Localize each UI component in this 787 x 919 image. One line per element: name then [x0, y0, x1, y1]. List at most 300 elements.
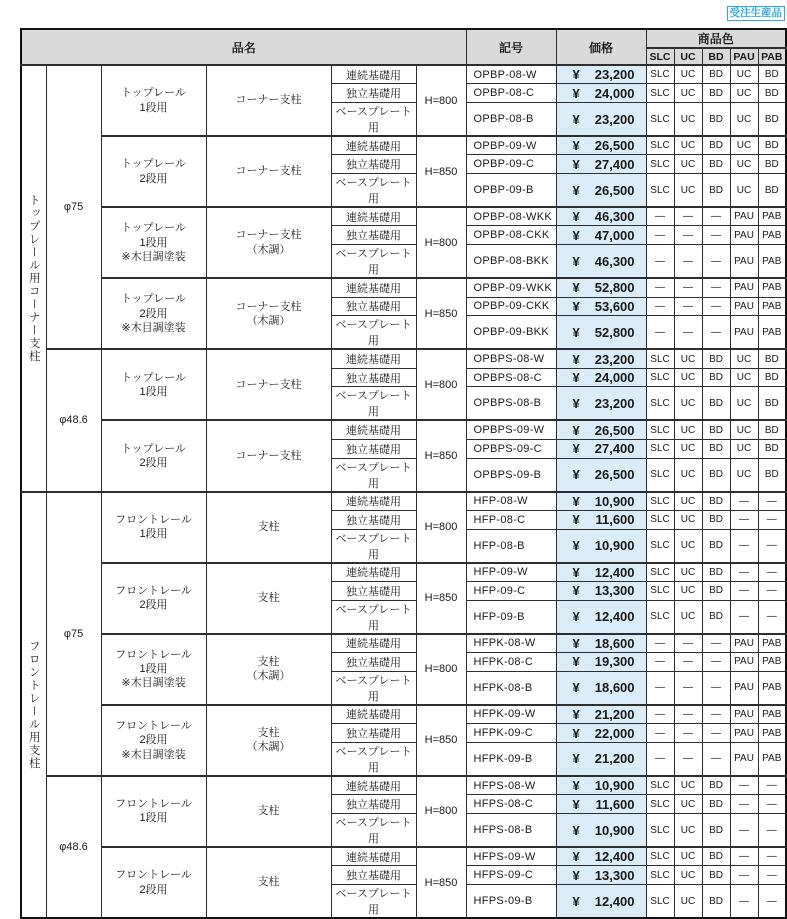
color-availability-cell: UC — [674, 776, 702, 795]
foundation-cell: 連続基礎用 — [331, 349, 416, 368]
color-availability-cell: — — [758, 795, 786, 814]
color-availability-cell: BD — [702, 174, 730, 208]
pillar-type-cell: 支柱 — [206, 492, 331, 563]
color-availability-cell: UC — [674, 814, 702, 848]
color-availability-cell: SLC — [646, 420, 674, 439]
currency-symbol: ¥ — [572, 67, 580, 83]
color-availability-cell: UC — [674, 492, 702, 511]
price-amount: 26,500 — [594, 422, 635, 438]
price-cell — [556, 724, 646, 743]
color-availability-cell: UC — [674, 581, 702, 600]
color-availability-cell: PAB — [758, 705, 786, 724]
color-availability-cell: — — [674, 705, 702, 724]
currency-symbol: ¥ — [572, 280, 580, 296]
price-cell — [556, 84, 646, 103]
color-availability-cell: PAU — [730, 297, 758, 316]
color-availability-cell: UC — [674, 368, 702, 387]
price-cell — [556, 226, 646, 245]
currency-symbol: ¥ — [572, 351, 580, 367]
foundation-cell: ベースプレート用 — [331, 671, 416, 705]
color-availability-cell: SLC — [646, 492, 674, 511]
price-cell — [556, 563, 646, 582]
color-availability-cell: UC — [674, 600, 702, 634]
currency-symbol: ¥ — [572, 583, 580, 599]
color-availability-cell: — — [702, 653, 730, 672]
color-availability-cell: BD — [702, 458, 730, 492]
color-availability-cell: BD — [758, 420, 786, 439]
code-cell: HFPK-08-C — [466, 653, 556, 672]
diameter-cell: φ48.6 — [46, 349, 101, 491]
color-availability-cell: PAU — [730, 653, 758, 672]
foundation-cell: ベースプレート用 — [331, 103, 416, 137]
price-cell — [556, 207, 646, 226]
color-availability-cell: SLC — [646, 136, 674, 155]
currency-symbol: ¥ — [572, 867, 580, 883]
code-cell: OPBP-09-C — [466, 155, 556, 174]
color-availability-cell: BD — [702, 349, 730, 368]
price-cell — [556, 458, 646, 492]
color-availability-cell: — — [730, 814, 758, 848]
pillar-type-cell: 支柱 — [206, 563, 331, 634]
code-cell: HFPS-09-W — [466, 847, 556, 866]
rail-type-cell: フロントレール 1段用 — [101, 492, 206, 563]
currency-symbol: ¥ — [572, 796, 580, 812]
price-cell — [556, 349, 646, 368]
price-cell — [556, 439, 646, 458]
code-cell: OPBP-08-W — [466, 65, 556, 84]
currency-symbol: ¥ — [572, 706, 580, 722]
rail-type-cell: トップレール 1段用 — [101, 349, 206, 420]
color-availability-cell: UC — [674, 103, 702, 137]
color-availability-cell: BD — [758, 103, 786, 137]
price-table — [20, 28, 787, 919]
code-cell: HFPS-08-W — [466, 776, 556, 795]
foundation-cell: 独立基礎用 — [331, 155, 416, 174]
color-availability-cell: PAU — [730, 742, 758, 776]
price-amount: 12,400 — [594, 849, 635, 865]
rail-type-cell: フロントレール 2段用 — [101, 847, 206, 918]
color-availability-cell: BD — [702, 136, 730, 155]
color-availability-cell: BD — [758, 84, 786, 103]
color-availability-cell: — — [758, 563, 786, 582]
price-amount: 19,300 — [594, 654, 635, 670]
color-availability-cell: — — [646, 724, 674, 743]
rail-type-cell: フロントレール 2段用 — [101, 563, 206, 634]
color-availability-cell: SLC — [646, 84, 674, 103]
price-amount: 12,400 — [594, 564, 635, 580]
foundation-cell: 連続基礎用 — [331, 136, 416, 155]
currency-symbol: ¥ — [572, 849, 580, 865]
currency-symbol: ¥ — [572, 422, 580, 438]
color-availability-cell: — — [758, 529, 786, 563]
color-availability-cell: PAB — [758, 245, 786, 279]
price-cell — [556, 529, 646, 563]
price-amount: 12,400 — [594, 893, 635, 909]
code-cell: OPBPS-08-C — [466, 368, 556, 387]
foundation-cell: 連続基礎用 — [331, 634, 416, 653]
currency-symbol: ¥ — [572, 111, 580, 127]
color-availability-cell: UC — [730, 174, 758, 208]
header-color-uc: UC — [674, 48, 702, 65]
code-cell: HFPK-09-C — [466, 724, 556, 743]
color-availability-cell: BD — [702, 368, 730, 387]
price-cell — [556, 278, 646, 297]
color-availability-cell: BD — [702, 65, 730, 84]
color-availability-cell: — — [646, 705, 674, 724]
color-availability-cell: BD — [702, 529, 730, 563]
color-availability-cell: UC — [674, 866, 702, 885]
diameter-cell: φ75 — [46, 492, 101, 776]
color-availability-cell: BD — [702, 155, 730, 174]
rail-type-cell: トップレール 1段用 — [101, 65, 206, 136]
price-amount: 24,000 — [594, 370, 635, 386]
height-cell: H=850 — [416, 847, 466, 918]
price-cell — [556, 671, 646, 705]
price-amount: 13,300 — [594, 583, 635, 599]
currency-symbol: ¥ — [572, 138, 580, 154]
color-availability-cell: UC — [674, 387, 702, 421]
price-amount: 21,200 — [594, 751, 635, 767]
price-amount: 24,000 — [594, 85, 635, 101]
color-availability-cell: — — [646, 316, 674, 350]
color-availability-cell: SLC — [646, 529, 674, 563]
foundation-cell: ベースプレート用 — [331, 600, 416, 634]
color-availability-cell: UC — [674, 65, 702, 84]
foundation-cell: 独立基礎用 — [331, 724, 416, 743]
foundation-cell: 連続基礎用 — [331, 847, 416, 866]
currency-symbol: ¥ — [572, 324, 580, 340]
color-availability-cell: — — [702, 278, 730, 297]
foundation-cell: 独立基礎用 — [331, 439, 416, 458]
color-availability-cell: BD — [758, 349, 786, 368]
price-cell — [556, 581, 646, 600]
color-availability-cell: PAB — [758, 671, 786, 705]
color-availability-cell: UC — [674, 458, 702, 492]
price-cell — [556, 847, 646, 866]
color-availability-cell: — — [730, 885, 758, 919]
color-availability-cell: BD — [758, 439, 786, 458]
foundation-cell: 連続基礎用 — [331, 420, 416, 439]
color-availability-cell: UC — [674, 420, 702, 439]
header-code: 記号 — [466, 29, 556, 65]
code-cell: HFP-09-B — [466, 600, 556, 634]
code-cell: OPBP-08-BKK — [466, 245, 556, 279]
color-availability-cell: — — [646, 634, 674, 653]
pillar-type-cell: コーナー支柱 — [206, 349, 331, 420]
price-amount: 13,300 — [594, 867, 635, 883]
table-body — [21, 65, 786, 918]
color-availability-cell: SLC — [646, 174, 674, 208]
price-amount: 26,500 — [594, 182, 635, 198]
currency-symbol: ¥ — [572, 182, 580, 198]
currency-symbol: ¥ — [572, 85, 580, 101]
rail-type-cell: トップレール 2段用 ※木目調塗装 — [101, 278, 206, 349]
color-availability-cell: BD — [702, 103, 730, 137]
currency-symbol: ¥ — [572, 512, 580, 528]
color-availability-cell: PAU — [730, 245, 758, 279]
color-availability-cell: UC — [730, 155, 758, 174]
pillar-type-cell: コーナー支柱 — [206, 65, 331, 136]
price-amount: 21,200 — [594, 706, 635, 722]
height-cell: H=850 — [416, 420, 466, 491]
color-availability-cell: — — [758, 814, 786, 848]
price-cell — [556, 705, 646, 724]
color-availability-cell: — — [674, 671, 702, 705]
height-cell: H=850 — [416, 563, 466, 634]
pillar-type-cell: コーナー支柱 — [206, 136, 331, 207]
price-amount: 22,000 — [594, 725, 635, 741]
code-cell: HFPS-08-B — [466, 814, 556, 848]
currency-symbol: ¥ — [572, 564, 580, 580]
code-cell: HFP-09-C — [466, 581, 556, 600]
color-availability-cell: UC — [674, 174, 702, 208]
height-cell: H=850 — [416, 136, 466, 207]
foundation-cell: ベースプレート用 — [331, 885, 416, 919]
color-availability-cell: — — [730, 492, 758, 511]
pillar-type-cell: 支柱 — [206, 776, 331, 847]
color-availability-cell: — — [758, 581, 786, 600]
header-product-color: 商品色 — [646, 29, 786, 48]
foundation-cell: ベースプレート用 — [331, 245, 416, 279]
price-cell — [556, 600, 646, 634]
foundation-cell: 連続基礎用 — [331, 776, 416, 795]
height-cell: H=800 — [416, 207, 466, 278]
color-availability-cell: UC — [674, 349, 702, 368]
color-availability-cell: UC — [730, 84, 758, 103]
code-cell: HFPK-09-W — [466, 705, 556, 724]
currency-symbol: ¥ — [572, 395, 580, 411]
color-availability-cell: BD — [702, 420, 730, 439]
color-availability-cell: BD — [702, 84, 730, 103]
foundation-cell: 連続基礎用 — [331, 705, 416, 724]
color-availability-cell: UC — [730, 439, 758, 458]
color-availability-cell: PAB — [758, 207, 786, 226]
header-color-pab: PAB — [758, 48, 786, 65]
color-availability-cell: — — [730, 866, 758, 885]
color-availability-cell: — — [730, 563, 758, 582]
color-availability-cell: SLC — [646, 600, 674, 634]
price-cell — [556, 420, 646, 439]
color-availability-cell: — — [646, 653, 674, 672]
price-cell — [556, 155, 646, 174]
color-availability-cell: SLC — [646, 510, 674, 529]
color-availability-cell: — — [758, 600, 786, 634]
currency-symbol: ¥ — [572, 654, 580, 670]
price-cell — [556, 174, 646, 208]
color-availability-cell: — — [674, 207, 702, 226]
height-cell: H=800 — [416, 492, 466, 563]
currency-symbol: ¥ — [572, 209, 580, 225]
foundation-cell: ベースプレート用 — [331, 458, 416, 492]
height-cell: H=800 — [416, 634, 466, 705]
price-amount: 27,400 — [594, 156, 635, 172]
pillar-type-cell: コーナー支柱 （木調） — [206, 207, 331, 278]
color-availability-cell: SLC — [646, 387, 674, 421]
header-product-name: 品名 — [21, 29, 466, 65]
color-availability-cell: UC — [674, 847, 702, 866]
code-cell: HFP-09-W — [466, 563, 556, 582]
header-color-pau: PAU — [730, 48, 758, 65]
color-availability-cell: SLC — [646, 103, 674, 137]
color-availability-cell: — — [730, 510, 758, 529]
color-availability-cell: BD — [758, 155, 786, 174]
price-cell — [556, 653, 646, 672]
color-availability-cell: BD — [758, 368, 786, 387]
color-availability-cell: — — [646, 245, 674, 279]
price-cell — [556, 316, 646, 350]
rail-type-cell: トップレール 2段用 — [101, 136, 206, 207]
currency-symbol: ¥ — [572, 680, 580, 696]
price-cell — [556, 814, 646, 848]
color-availability-cell: UC — [730, 458, 758, 492]
color-availability-cell: — — [646, 226, 674, 245]
color-availability-cell: BD — [702, 847, 730, 866]
color-availability-cell: UC — [674, 510, 702, 529]
currency-symbol: ¥ — [572, 609, 580, 625]
header-color-bd: BD — [702, 48, 730, 65]
color-availability-cell: — — [674, 316, 702, 350]
color-availability-cell: SLC — [646, 866, 674, 885]
price-cell — [556, 634, 646, 653]
made-to-order-badge: 受注生産品 — [727, 6, 786, 21]
color-availability-cell: BD — [758, 387, 786, 421]
foundation-cell: ベースプレート用 — [331, 742, 416, 776]
code-cell: OPBP-09-W — [466, 136, 556, 155]
foundation-cell: ベースプレート用 — [331, 174, 416, 208]
diameter-cell: φ75 — [46, 65, 101, 349]
price-cell — [556, 510, 646, 529]
color-availability-cell: — — [674, 226, 702, 245]
foundation-cell: 独立基礎用 — [331, 84, 416, 103]
price-cell — [556, 103, 646, 137]
currency-symbol: ¥ — [572, 253, 580, 269]
foundation-cell: 連続基礎用 — [331, 207, 416, 226]
price-amount: 26,500 — [594, 138, 635, 154]
color-availability-cell: BD — [702, 439, 730, 458]
color-availability-cell: — — [702, 316, 730, 350]
code-cell: HFPS-08-C — [466, 795, 556, 814]
foundation-cell: ベースプレート用 — [331, 316, 416, 350]
color-availability-cell: PAU — [730, 705, 758, 724]
price-amount: 52,800 — [594, 324, 635, 340]
price-cell — [556, 885, 646, 919]
color-availability-cell: UC — [674, 529, 702, 563]
color-availability-cell: BD — [702, 563, 730, 582]
color-availability-cell: — — [730, 600, 758, 634]
color-availability-cell: BD — [758, 136, 786, 155]
foundation-cell: 独立基礎用 — [331, 297, 416, 316]
color-availability-cell: SLC — [646, 581, 674, 600]
currency-symbol: ¥ — [572, 751, 580, 767]
color-availability-cell: — — [646, 742, 674, 776]
currency-symbol: ¥ — [572, 725, 580, 741]
price-amount: 10,900 — [594, 538, 635, 554]
price-cell — [556, 245, 646, 279]
code-cell: HFP-08-C — [466, 510, 556, 529]
color-availability-cell: — — [674, 724, 702, 743]
foundation-cell: 連続基礎用 — [331, 492, 416, 511]
code-cell: OPBP-08-CKK — [466, 226, 556, 245]
currency-symbol: ¥ — [572, 370, 580, 386]
price-cell — [556, 136, 646, 155]
color-availability-cell: BD — [702, 795, 730, 814]
table-header — [21, 29, 786, 65]
color-availability-cell: SLC — [646, 847, 674, 866]
color-availability-cell: PAU — [730, 278, 758, 297]
color-availability-cell: — — [730, 529, 758, 563]
price-amount: 47,000 — [594, 227, 635, 243]
price-amount: 10,900 — [594, 778, 635, 794]
price-amount: 23,200 — [594, 351, 635, 367]
color-availability-cell: UC — [674, 439, 702, 458]
color-availability-cell: — — [702, 207, 730, 226]
price-cell — [556, 297, 646, 316]
color-availability-cell: — — [674, 278, 702, 297]
color-availability-cell: UC — [730, 65, 758, 84]
color-availability-cell: — — [702, 245, 730, 279]
color-availability-cell: BD — [702, 600, 730, 634]
code-cell: OPBP-09-BKK — [466, 316, 556, 350]
color-availability-cell: PAB — [758, 297, 786, 316]
height-cell: H=800 — [416, 349, 466, 420]
color-availability-cell: UC — [730, 349, 758, 368]
foundation-cell: 独立基礎用 — [331, 866, 416, 885]
color-availability-cell: — — [758, 847, 786, 866]
code-cell: HFPK-09-B — [466, 742, 556, 776]
price-cell — [556, 776, 646, 795]
diameter-cell: φ48.6 — [46, 776, 101, 918]
color-availability-cell: BD — [702, 814, 730, 848]
color-availability-cell: UC — [730, 136, 758, 155]
price-cell — [556, 368, 646, 387]
code-cell: OPBP-08-B — [466, 103, 556, 137]
currency-symbol: ¥ — [572, 538, 580, 554]
color-availability-cell: PAU — [730, 724, 758, 743]
foundation-cell: 連続基礎用 — [331, 563, 416, 582]
color-availability-cell: BD — [702, 866, 730, 885]
color-availability-cell: PAB — [758, 653, 786, 672]
code-cell: HFP-08-B — [466, 529, 556, 563]
price-cell — [556, 742, 646, 776]
color-availability-cell: SLC — [646, 776, 674, 795]
color-availability-cell: — — [646, 297, 674, 316]
foundation-cell: ベースプレート用 — [331, 814, 416, 848]
price-amount: 23,200 — [594, 67, 635, 83]
color-availability-cell: PAB — [758, 316, 786, 350]
color-availability-cell: — — [758, 776, 786, 795]
color-availability-cell: SLC — [646, 349, 674, 368]
color-availability-cell: — — [758, 885, 786, 919]
color-availability-cell: — — [674, 634, 702, 653]
color-availability-cell: UC — [674, 563, 702, 582]
color-availability-cell: BD — [702, 387, 730, 421]
color-availability-cell: — — [730, 581, 758, 600]
header-price: 価格 — [556, 29, 646, 65]
color-availability-cell: PAB — [758, 742, 786, 776]
price-amount: 23,200 — [594, 111, 635, 127]
code-cell: HFPK-08-B — [466, 671, 556, 705]
price-amount: 53,600 — [594, 298, 635, 314]
rail-type-cell: トップレール 1段用 ※木目調塗装 — [101, 207, 206, 278]
color-availability-cell: SLC — [646, 155, 674, 174]
color-availability-cell: PAU — [730, 207, 758, 226]
code-cell: OPBP-09-CKK — [466, 297, 556, 316]
code-cell: OPBPS-08-W — [466, 349, 556, 368]
currency-symbol: ¥ — [572, 467, 580, 483]
price-amount: 52,800 — [594, 280, 635, 296]
currency-symbol: ¥ — [572, 822, 580, 838]
price-cell — [556, 387, 646, 421]
